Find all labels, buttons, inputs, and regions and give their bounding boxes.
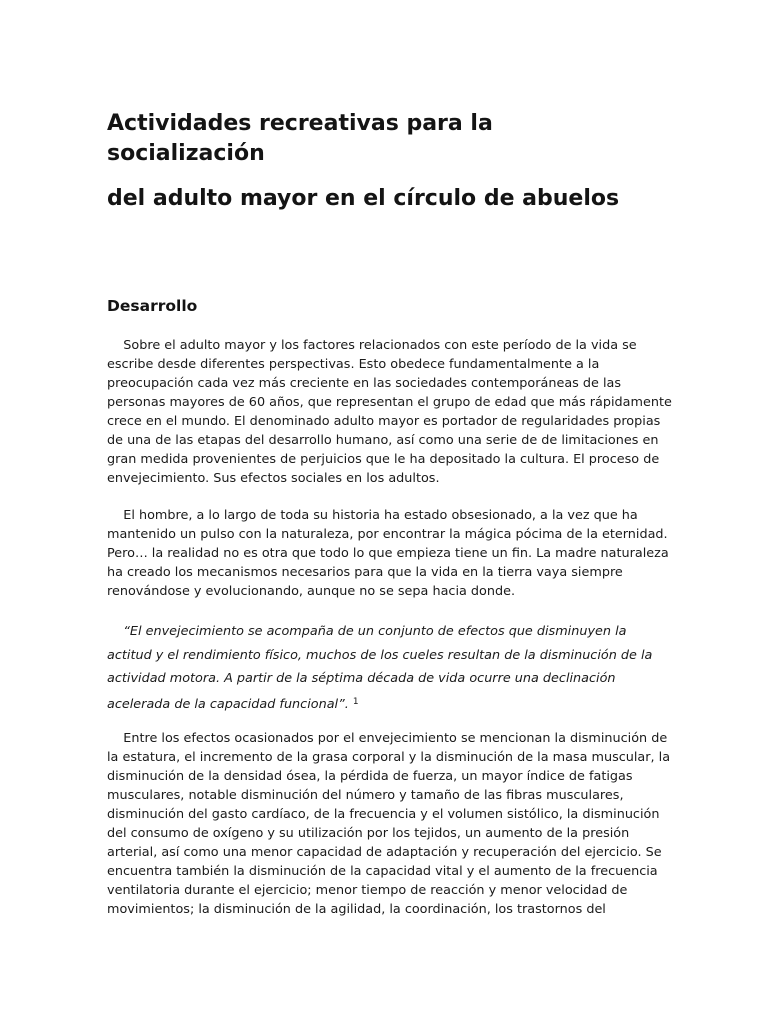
paragraph-line: encuentra también la disminución de la capacidad vital y el aumento de la frecuencia <box>107 864 658 879</box>
paragraph-line: preocupación cada vez más creciente en las sociedades contemporáneas de las <box>107 376 622 391</box>
paragraph-line: disminución del gasto cardíaco, de la frecuencia y el volumen sistólico, la disminución <box>107 807 660 822</box>
section-heading: Desarrollo <box>107 297 198 315</box>
paragraph-line: Sobre el adulto mayor y los factores relacionados con este período de la vida se <box>107 338 637 353</box>
document-title-line-1: Actividades recreativas para la <box>107 111 493 136</box>
block-quote <box>107 620 652 714</box>
footnote-marker[interactable]: 1 <box>352 696 359 707</box>
paragraph-line: gran medida provenientes de perjuicios que le ha depositado la cultura. El proceso de <box>107 452 660 467</box>
paragraph-line: ventilatoria durante el ejercicio; menor tiempo de reacción y menor velocidad de <box>107 883 628 898</box>
quote-line: “El envejecimiento se acompaña de un conjunto de efectos que disminuyen la <box>107 624 627 639</box>
paragraph-line: arterial, así como una menor capacidad de adaptación y recuperación del ejercicio. Se <box>107 845 662 860</box>
paragraph-line: El hombre, a lo largo de toda su historia ha estado obsesionado, a la vez que ha <box>107 508 638 523</box>
paragraph-line: renovándose y evolucionando, aunque no se sepa hacia donde. <box>107 584 516 599</box>
quote-line: actividad motora. A partir de la séptima década de vida ocurre una declinación <box>107 671 616 686</box>
paragraph-line: movimientos; la disminución de la agilidad, la coordinación, los trastornos del <box>107 902 606 917</box>
quote-line-text: acelerada de la capacidad funcional”. <box>107 696 349 712</box>
document-title-line-2: socialización <box>107 141 265 166</box>
paragraph-line: crece en el mundo. El denominado adulto mayor es portador de regularidades propias <box>107 414 661 429</box>
paragraph-2 <box>107 506 669 601</box>
paragraph-line: de una de las etapas del desarrollo humano, así como una serie de de limitaciones en <box>107 433 659 448</box>
paragraph-line: mantenido un pulso con la naturaleza, por encontrar la mágica pócima de la eternidad. <box>107 527 668 542</box>
paragraph-line: del consumo de oxígeno y su utilización por los tejidos, un aumento de la presión <box>107 826 630 841</box>
paragraph-line: envejecimiento. Sus efectos sociales en los adultos. <box>107 471 440 486</box>
paragraph-1 <box>107 336 672 488</box>
paragraph-line: personas mayores de 60 años, que representan el grupo de edad que más rápidamente <box>107 395 672 410</box>
paragraph-line: disminución de la densidad ósea, la pérdida de fuerza, un mayor índice de fatigas <box>107 769 633 784</box>
paragraph-line: ha creado los mecanismos necesarios para que la vida en la tierra vaya siempre <box>107 565 623 580</box>
paragraph-line: musculares, notable disminución del número y tamaño de las fibras musculares, <box>107 788 624 803</box>
quote-line <box>107 691 652 715</box>
paragraph-line: Pero… la realidad no es otra que todo lo que empieza tiene un fin. La madre naturaleza <box>107 546 669 561</box>
paragraph-3 <box>107 729 670 919</box>
quote-line: actitud y el rendimiento físico, muchos de los cueles resultan de la disminución de la <box>107 647 653 663</box>
document-subtitle: del adulto mayor en el círculo de abuelos <box>107 186 620 211</box>
paragraph-line: Entre los efectos ocasionados por el envejecimiento se mencionan la disminución de <box>107 731 668 746</box>
paragraph-line: escribe desde diferentes perspectivas. Esto obedece fundamentalmente a la <box>107 357 600 372</box>
paragraph-line: la estatura, el incremento de la grasa corporal y la disminución de la masa muscular, la <box>107 750 671 765</box>
